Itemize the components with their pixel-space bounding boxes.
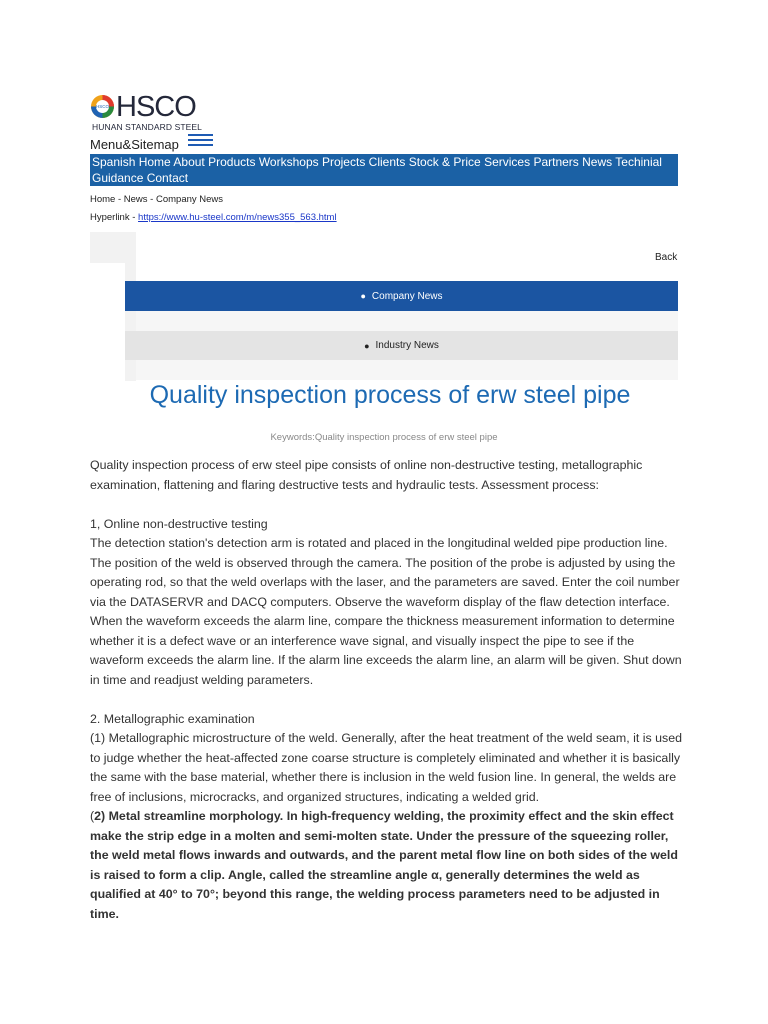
- nav-item-about[interactable]: About: [173, 155, 205, 169]
- nav-item-services[interactable]: Services: [484, 155, 531, 169]
- section-paragraph: The detection station's detection arm is rotated and placed in the longitudinal welded pipe production line. The position of the weld is observed through the camera. The position of the probe is adjusted by using the operating rod, so that the weld overlaps with the laser, and the parameters are saved. Enter the coil number via the DATASERVR and DACQ computers. Observe the waveform display of the flaw detection interface. When the waveform exceeds the alarm line, compare the thickness measurement information to determine whether it is a defect wave or an interference wave signal, and visually inspect the pipe to see if the waveform exceeds the alarm line. If the alarm line exceeds the alarm line, an alarm will be given. Shut down in time and readjust welding parameters.: [90, 536, 682, 687]
- nav-item-technical-guidance[interactable]: Techinial Guidance: [92, 155, 662, 185]
- site-logo[interactable]: [90, 92, 202, 134]
- category-company-news[interactable]: [125, 281, 678, 311]
- hamburger-menu-icon[interactable]: [188, 134, 213, 148]
- nav-item-home[interactable]: Home: [138, 155, 171, 169]
- article-intro: Quality inspection process of erw steel pipe consists of online non-destructive testing, metallographic examination, flattening and flaring destructive tests and hydraulic tests. Assessment process:: [90, 458, 643, 492]
- section-heading: 1, Online non-destructive testing: [90, 516, 268, 531]
- logo-badge-text: HSCO: [95, 104, 110, 110]
- paragraph-lead: (: [90, 809, 95, 823]
- category-label: Industry News: [375, 340, 439, 351]
- logo-subtitle: HUNAN STANDARD STEEL: [92, 122, 202, 132]
- nav-item-products[interactable]: Products: [208, 155, 256, 169]
- hyperlink-row: [90, 212, 337, 223]
- nav-item-stock-price[interactable]: Stock & Price: [408, 155, 481, 169]
- bullet-icon: ●: [360, 291, 366, 301]
- category-spacer: [136, 311, 678, 331]
- category-spacer: [136, 360, 678, 380]
- article-body: [90, 456, 685, 924]
- hyperlink-label: Hyperlink -: [90, 212, 139, 223]
- nav-item-partners[interactable]: Partners: [533, 155, 579, 169]
- nav-item-contact[interactable]: Contact: [146, 170, 189, 185]
- category-industry-news[interactable]: [125, 331, 678, 360]
- logo-wordmark: HSCO: [116, 91, 196, 123]
- nav-item-projects[interactable]: Projects: [321, 155, 366, 169]
- menu-sitemap-label[interactable]: Menu&Sitemap: [90, 137, 179, 152]
- category-label: Company News: [371, 290, 443, 302]
- decorative-gray-block: [90, 232, 136, 263]
- nav-item-spanish[interactable]: Spanish: [92, 155, 136, 169]
- menu-sitemap-row[interactable]: [90, 136, 213, 154]
- section-paragraph-bold: [90, 807, 685, 924]
- bullet-icon: ●: [364, 340, 370, 351]
- logo-emblem-icon: [90, 94, 115, 119]
- nav-item-clients[interactable]: Clients: [368, 155, 406, 169]
- article-title: Quality inspection process of erw steel pipe: [149, 381, 631, 409]
- breadcrumb: Home - News - Company News: [90, 194, 224, 205]
- section-heading: 2. Metallographic examination: [90, 711, 255, 726]
- main-navigation: [90, 154, 678, 186]
- article-keywords: Keywords:Quality inspection process of erw steel pipe: [270, 432, 498, 443]
- back-button[interactable]: Back: [655, 252, 678, 263]
- section-paragraph: (1) Metallographic microstructure of the weld. Generally, after the heat treatment of the weld seam, it is used to judge whether the heat-affected zone coarse structure is completely eliminated and whether it is basically the same with the base material, whether there is inclusion in the weld fusion line. In general, the welds are free of inclusions, microcracks, and organized structures, indicating a welded grid.: [90, 731, 683, 804]
- bold-text: 2) Metal streamline morphology. In high-frequency welding, the proximity effect and the skin effect make the strip edge in a molten and semi-molten state. Under the pressure of the squeezing roller, the weld metal flows inwards and outwards, and the parent metal flow line on both sides of the weld is raised to form a clip. Angle, called the streamline angle α, generally determines the weld as qualified at 40° to 70°; beyond this range, the welding process parameters need to be adjusted in time.: [90, 809, 678, 921]
- nav-item-workshops[interactable]: Workshops: [258, 155, 319, 169]
- nav-item-news[interactable]: News: [582, 155, 613, 169]
- article-url-link[interactable]: https://www.hu-steel.com/m/news355_563.html: [138, 212, 337, 223]
